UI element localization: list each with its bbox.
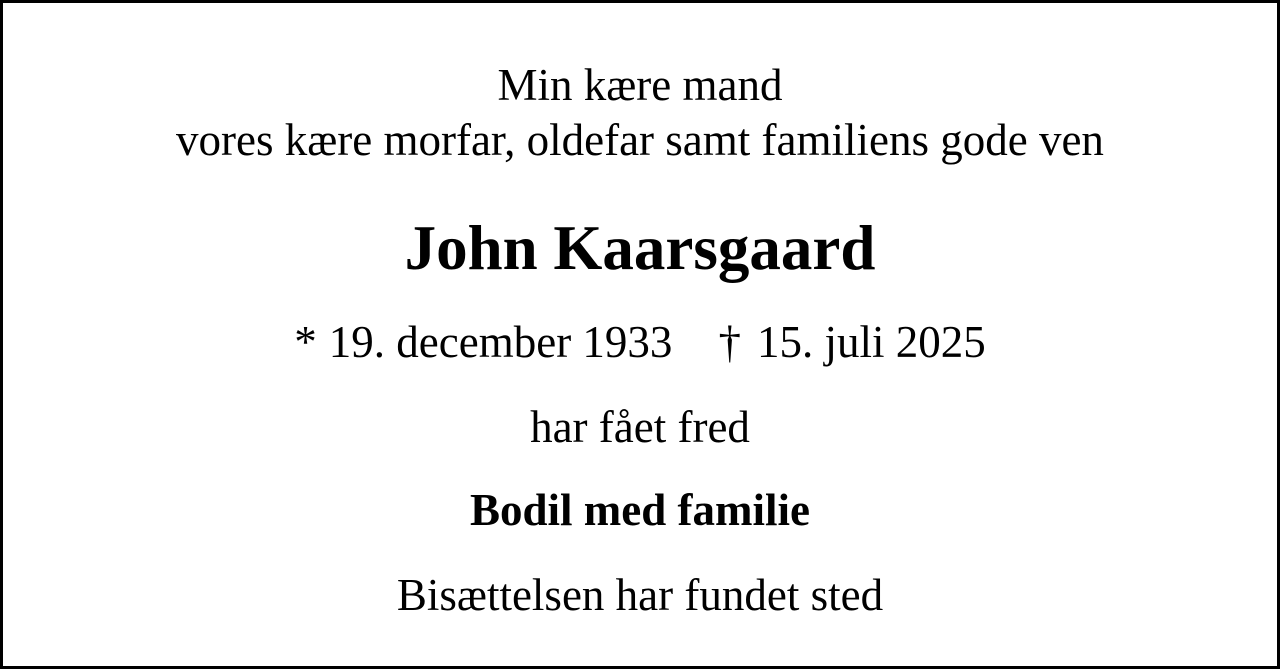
birth-asterisk-symbol: *: [294, 317, 317, 367]
death-date-group: [718, 317, 985, 367]
deceased-name: John Kaarsgaard: [404, 213, 876, 283]
relation-line-1: Min kære mand: [497, 60, 783, 110]
birth-date: 19. december 1933: [328, 317, 673, 367]
relation-line-2: vores kære morfar, oldefar samt familiens gode ven: [176, 115, 1104, 165]
death-date: 15. juli 2025: [756, 317, 986, 367]
relation-lines: [3, 58, 1277, 168]
life-dates: [3, 315, 1277, 370]
peace-line: har fået fred: [530, 402, 750, 452]
mourners-line: Bodil med familie: [470, 485, 810, 535]
death-cross-symbol: †: [718, 317, 741, 367]
closing-line: Bisættelsen har fundet sted: [396, 570, 884, 620]
